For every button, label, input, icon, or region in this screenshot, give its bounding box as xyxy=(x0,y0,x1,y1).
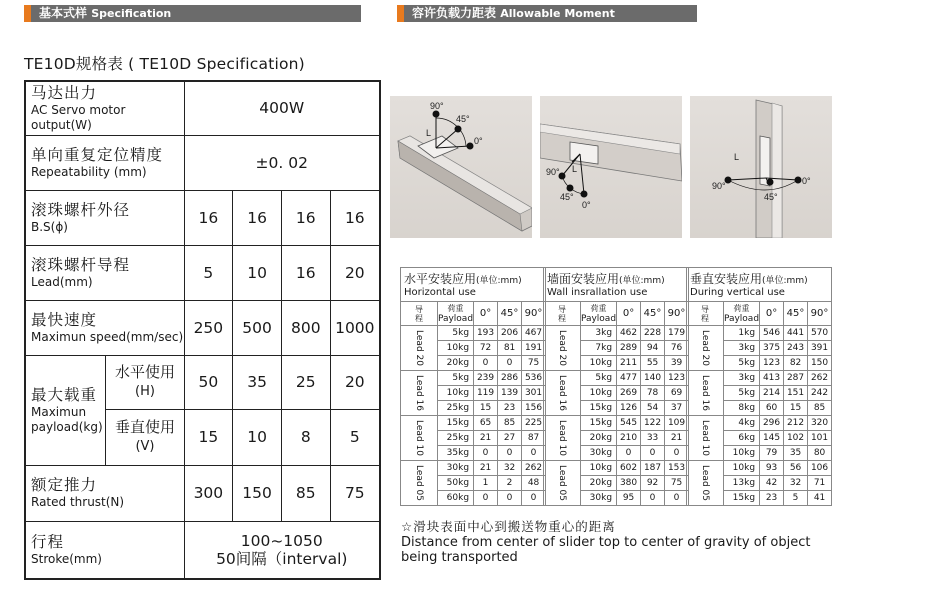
payload-cell: 20kg xyxy=(580,476,616,491)
value-cell: 42 xyxy=(760,476,784,491)
value-cell: 82 xyxy=(784,356,808,371)
payload-cell: 35kg xyxy=(437,446,473,461)
value-cell: 0 xyxy=(665,491,689,506)
table-header-row xyxy=(687,302,832,326)
value-cell: 800 xyxy=(281,300,330,355)
lead-cell: Lead 20 xyxy=(687,326,724,371)
value-cell: 71 xyxy=(808,476,832,491)
value-cell: 16 xyxy=(330,190,380,245)
value-cell: 413 xyxy=(760,371,784,386)
header-payload: 荷重 Payload xyxy=(723,303,760,324)
payload-cell: 30kg xyxy=(580,491,616,506)
header-angle-0: 0° xyxy=(617,302,641,326)
value-cell: 119 xyxy=(474,386,498,401)
value-cell: 145 xyxy=(760,431,784,446)
payload-cell: 30kg xyxy=(580,446,616,461)
note-english-line2: being transported xyxy=(401,550,518,565)
lead-cell: Lead 05 xyxy=(401,461,438,506)
payload-cell: 8kg xyxy=(723,401,759,416)
payload-cell: 13kg xyxy=(723,476,759,491)
payload-cell: 7kg xyxy=(580,341,616,356)
value-cell: 193 xyxy=(474,326,498,341)
table-title-row xyxy=(544,268,689,302)
payload-cell: 5kg xyxy=(580,371,616,386)
spec-title: TE10D规格表 ( TE10D Specification) xyxy=(24,55,305,73)
payload-cell: 10kg xyxy=(723,446,759,461)
label-cell: 最大载重 Maximun payload(kg) xyxy=(25,355,106,465)
value-cell: 187 xyxy=(641,461,665,476)
value-cell: 242 xyxy=(808,386,832,401)
value-cell: 0 xyxy=(474,491,498,506)
value-cell: 94 xyxy=(641,341,665,356)
value-cell: 81 xyxy=(498,341,522,356)
table-row xyxy=(401,371,546,386)
payload-cell: 6kg xyxy=(723,431,759,446)
value-cell: 35 xyxy=(784,446,808,461)
value-cell: 21 xyxy=(665,431,689,446)
header-lead: 导程 xyxy=(687,302,724,326)
value-cell: 214 xyxy=(760,386,784,401)
value-cell: 380 xyxy=(617,476,641,491)
value-cell: 0 xyxy=(498,356,522,371)
table-title: 垂直安装应用(单位:mm) During vertical use xyxy=(687,268,832,302)
header-payload: 荷重 Payload xyxy=(580,303,617,324)
value-cell: 286 xyxy=(498,371,522,386)
value-cell: 150 xyxy=(808,356,832,371)
value-cell: 15 xyxy=(184,409,233,465)
value-cell: 0 xyxy=(522,491,546,506)
value-cell: 75 xyxy=(330,465,380,521)
moment-table-horizontal xyxy=(400,267,546,506)
value-cell: 75 xyxy=(522,356,546,371)
value-cell: 55 xyxy=(641,356,665,371)
spec-table xyxy=(24,80,381,580)
payload-cell: 5kg xyxy=(437,326,473,341)
spec-row-lead xyxy=(25,245,380,300)
value-cell: 139 xyxy=(498,386,522,401)
value-cell: 25 xyxy=(281,355,330,409)
value-cell: 0 xyxy=(474,356,498,371)
value-cell: 93 xyxy=(760,461,784,476)
spec-row-thrust xyxy=(25,465,380,521)
lead-cell: Lead 10 xyxy=(401,416,438,461)
value-cell: 289 xyxy=(617,341,641,356)
payload-cell: 15kg xyxy=(580,416,616,431)
value-cell: 191 xyxy=(522,341,546,356)
header-angle-0: 0° xyxy=(760,302,784,326)
value-cell: 69 xyxy=(665,386,689,401)
load-point-90 xyxy=(433,111,440,118)
table-row xyxy=(544,461,689,476)
spec-row-stroke xyxy=(25,521,380,579)
label-cell: 滚珠螺杆外径 B.S(ϕ) xyxy=(25,190,184,245)
label-0: 0° xyxy=(582,200,591,210)
value-cell: 5 xyxy=(784,491,808,506)
value-cell: 545 xyxy=(617,416,641,431)
value-cell: 1 xyxy=(474,476,498,491)
label-45: 45° xyxy=(456,114,470,124)
payload-cell: 1kg xyxy=(723,326,759,341)
value-cell: 95 xyxy=(617,491,641,506)
header-angle-90: 90° xyxy=(522,302,546,326)
lead-cell: Lead 20 xyxy=(544,326,581,371)
load-point-45 xyxy=(767,179,774,186)
value-cell: 150 xyxy=(233,465,282,521)
table-row xyxy=(687,461,832,476)
value-cell: 21 xyxy=(474,461,498,476)
load-point-0 xyxy=(467,143,474,150)
header-angle-45: 45° xyxy=(641,302,665,326)
value-cell: 21 xyxy=(474,431,498,446)
payload-cell: 10kg xyxy=(437,386,473,401)
value-cell: 5 xyxy=(330,409,380,465)
note-english-line1: Distance from center of slider top to center of gravity of object xyxy=(401,535,811,550)
header-angle-90: 90° xyxy=(665,302,689,326)
value-cell: 179 xyxy=(665,326,689,341)
value-cell: 16 xyxy=(281,245,330,300)
sublabel-horizontal: 水平使用 (H) xyxy=(106,355,184,409)
section-header-specification: 基本式样 Specification xyxy=(24,5,361,22)
label-45: 45° xyxy=(764,192,778,202)
lead-cell: Lead 05 xyxy=(544,461,581,506)
payload-cell: 30kg xyxy=(437,461,473,476)
header-angle-90: 90° xyxy=(808,302,832,326)
horizontal-mount-illustration xyxy=(390,96,532,238)
value-cell: 441 xyxy=(784,326,808,341)
value-cell: 109 xyxy=(665,416,689,431)
table-title-row xyxy=(401,268,546,302)
table-row xyxy=(687,416,832,431)
spec-row-repeatability xyxy=(25,135,380,190)
value-cell: 500 xyxy=(233,300,282,355)
value-cell: 477 xyxy=(617,371,641,386)
header-angle-0: 0° xyxy=(474,302,498,326)
label-90: 90° xyxy=(546,167,560,177)
payload-cell: 50kg xyxy=(437,476,473,491)
value-cell: 151 xyxy=(784,386,808,401)
payload-cell: 15kg xyxy=(580,401,616,416)
lead-cell: Lead 16 xyxy=(687,371,724,416)
header-lead: 导程 xyxy=(544,302,581,326)
spec-row-speed xyxy=(25,300,380,355)
value-cell: 467 xyxy=(522,326,546,341)
table-row xyxy=(687,371,832,386)
value-cell: 0 xyxy=(665,446,689,461)
value-cell: 0 xyxy=(641,491,665,506)
value-cell: 56 xyxy=(784,461,808,476)
value-cell: 123 xyxy=(665,371,689,386)
label-0: 0° xyxy=(802,176,811,186)
value-cell: 48 xyxy=(522,476,546,491)
label-cell: 最快速度 Maximun speed(mm/sec) xyxy=(25,300,184,355)
label-cell: 行程 Stroke(mm) xyxy=(25,521,184,579)
label-cell: 单向重复定位精度 Repeatability (mm) xyxy=(25,135,184,190)
value-cell: 228 xyxy=(641,326,665,341)
payload-cell: 3kg xyxy=(723,341,759,356)
value-cell: 23 xyxy=(760,491,784,506)
sublabel-vertical: 垂直使用 (V) xyxy=(106,409,184,465)
value-cell: 10 xyxy=(233,409,282,465)
table-row xyxy=(544,326,689,341)
value-cell: 123 xyxy=(760,356,784,371)
payload-cell: 4kg xyxy=(723,416,759,431)
value-cell: 50 xyxy=(184,355,233,409)
value-cell: 16 xyxy=(184,190,233,245)
value-cell: 210 xyxy=(617,431,641,446)
header-angle-45: 45° xyxy=(784,302,808,326)
value-cell: 16 xyxy=(233,190,282,245)
header-lead: 导程 xyxy=(401,302,438,326)
value-cell: 211 xyxy=(617,356,641,371)
value-cell: 87 xyxy=(522,431,546,446)
value-cell: 156 xyxy=(522,401,546,416)
value-cell: 391 xyxy=(808,341,832,356)
label-cell: 马达出力 AC Servo motor output(W) xyxy=(25,81,184,135)
value-cell: 122 xyxy=(641,416,665,431)
value-cell: 602 xyxy=(617,461,641,476)
label-0: 0° xyxy=(474,136,483,146)
lead-cell: Lead 20 xyxy=(401,326,438,371)
value-cell: 35 xyxy=(233,355,282,409)
value-cell: 32 xyxy=(784,476,808,491)
orange-marker xyxy=(397,5,404,22)
section-header-allowable-moment: 容许负载力距表 Allowable Moment xyxy=(397,5,697,22)
label-90: 90° xyxy=(712,181,726,191)
value-cell: 27 xyxy=(498,431,522,446)
value-cell: 126 xyxy=(617,401,641,416)
load-point-45 xyxy=(455,126,462,133)
table-row xyxy=(401,416,546,431)
value-cell: 8 xyxy=(281,409,330,465)
orange-marker xyxy=(24,5,31,22)
payload-cell: 5kg xyxy=(437,371,473,386)
value-cell: 75 xyxy=(665,476,689,491)
lead-cell: Lead 10 xyxy=(544,416,581,461)
spec-row-payload-horizontal xyxy=(25,355,380,409)
value-cell: 85 xyxy=(281,465,330,521)
value-cell: 243 xyxy=(784,341,808,356)
payload-cell: 10kg xyxy=(580,386,616,401)
value-cell: 546 xyxy=(760,326,784,341)
payload-cell: 3kg xyxy=(723,371,759,386)
value-cell: 39 xyxy=(665,356,689,371)
payload-cell: 25kg xyxy=(437,401,473,416)
lead-cell: Lead 10 xyxy=(687,416,724,461)
table-header-row xyxy=(544,302,689,326)
motor-output-value: 400W xyxy=(184,81,380,135)
wall-mount-illustration xyxy=(540,96,682,238)
value-cell: 102 xyxy=(784,431,808,446)
header-angle-45: 45° xyxy=(498,302,522,326)
value-cell: 239 xyxy=(474,371,498,386)
payload-cell: 20kg xyxy=(437,356,473,371)
payload-cell: 5kg xyxy=(723,356,759,371)
value-cell: 0 xyxy=(522,446,546,461)
table-title-row xyxy=(687,268,832,302)
lead-cell: Lead 16 xyxy=(401,371,438,416)
value-cell: 206 xyxy=(498,326,522,341)
value-cell: 153 xyxy=(665,461,689,476)
moment-table-vertical xyxy=(686,267,832,506)
table-title: 墙面安装应用(单位:mm) Wall insrallation use xyxy=(544,268,689,302)
table-row xyxy=(401,461,546,476)
payload-cell: 60kg xyxy=(437,491,473,506)
value-cell: 300 xyxy=(184,465,233,521)
stroke-value: 100~1050 50间隔（interval) xyxy=(184,521,380,579)
value-cell: 462 xyxy=(617,326,641,341)
value-cell: 32 xyxy=(498,461,522,476)
value-cell: 10 xyxy=(233,245,282,300)
payload-cell: 20kg xyxy=(580,431,616,446)
payload-cell: 10kg xyxy=(723,461,759,476)
label-cell: 额定推力 Rated thrust(N) xyxy=(25,465,184,521)
value-cell: 20 xyxy=(330,355,380,409)
value-cell: 140 xyxy=(641,371,665,386)
table-row xyxy=(401,326,546,341)
value-cell: 269 xyxy=(617,386,641,401)
payload-cell: 10kg xyxy=(437,341,473,356)
value-cell: 85 xyxy=(498,416,522,431)
value-cell: 33 xyxy=(641,431,665,446)
value-cell: 92 xyxy=(641,476,665,491)
value-cell: 287 xyxy=(784,371,808,386)
spec-row-ballscrew-diameter xyxy=(25,190,380,245)
payload-cell: 25kg xyxy=(437,431,473,446)
value-cell: 15 xyxy=(474,401,498,416)
value-cell: 0 xyxy=(617,446,641,461)
value-cell: 570 xyxy=(808,326,832,341)
table-row xyxy=(544,371,689,386)
spec-row-motor xyxy=(25,81,380,135)
value-cell: 20 xyxy=(330,245,380,300)
payload-cell: 10kg xyxy=(580,461,616,476)
value-cell: 85 xyxy=(808,401,832,416)
value-cell: 225 xyxy=(522,416,546,431)
table-row xyxy=(687,326,832,341)
note-chinese: ☆滑块表面中心到搬送物重心的距离 xyxy=(401,519,616,534)
value-cell: 301 xyxy=(522,386,546,401)
value-cell: 60 xyxy=(760,401,784,416)
value-cell: 0 xyxy=(498,491,522,506)
label-l: L xyxy=(426,128,432,138)
value-cell: 15 xyxy=(784,401,808,416)
value-cell: 41 xyxy=(808,491,832,506)
value-cell: 23 xyxy=(498,401,522,416)
value-cell: 375 xyxy=(760,341,784,356)
payload-cell: 15kg xyxy=(437,416,473,431)
payload-cell: 5kg xyxy=(723,386,759,401)
table-title: 水平安装应用(单位:mm) Horizontal use xyxy=(401,268,546,302)
label-90: 90° xyxy=(430,101,444,111)
payload-cell: 10kg xyxy=(580,356,616,371)
vertical-mount-illustration xyxy=(690,96,832,238)
table-header-row xyxy=(401,302,546,326)
value-cell: 106 xyxy=(808,461,832,476)
value-cell: 212 xyxy=(784,416,808,431)
lead-cell: Lead 16 xyxy=(544,371,581,416)
value-cell: 37 xyxy=(665,401,689,416)
value-cell: 536 xyxy=(522,371,546,386)
value-cell: 296 xyxy=(760,416,784,431)
repeatability-value: ±0. 02 xyxy=(184,135,380,190)
payload-cell: 15kg xyxy=(723,491,759,506)
value-cell: 101 xyxy=(808,431,832,446)
value-cell: 2 xyxy=(498,476,522,491)
table-row xyxy=(544,416,689,431)
value-cell: 54 xyxy=(641,401,665,416)
lead-cell: Lead 05 xyxy=(687,461,724,506)
value-cell: 72 xyxy=(474,341,498,356)
value-cell: 0 xyxy=(641,446,665,461)
header-payload: 荷重 Payload xyxy=(437,303,474,324)
value-cell: 0 xyxy=(474,446,498,461)
payload-cell: 3kg xyxy=(580,326,616,341)
value-cell: 262 xyxy=(522,461,546,476)
value-cell: 78 xyxy=(641,386,665,401)
value-cell: 320 xyxy=(808,416,832,431)
value-cell: 76 xyxy=(665,341,689,356)
label-l: L xyxy=(734,152,740,162)
value-cell: 0 xyxy=(498,446,522,461)
value-cell: 65 xyxy=(474,416,498,431)
value-cell: 250 xyxy=(184,300,233,355)
value-cell: 16 xyxy=(281,190,330,245)
label-l: L xyxy=(572,164,578,174)
label-cell: 滚珠螺杆导程 Lead(mm) xyxy=(25,245,184,300)
value-cell: 80 xyxy=(808,446,832,461)
label-45: 45° xyxy=(560,192,574,202)
value-cell: 5 xyxy=(184,245,233,300)
moment-table-wall xyxy=(543,267,689,506)
value-cell: 262 xyxy=(808,371,832,386)
value-cell: 1000 xyxy=(330,300,380,355)
value-cell: 79 xyxy=(760,446,784,461)
